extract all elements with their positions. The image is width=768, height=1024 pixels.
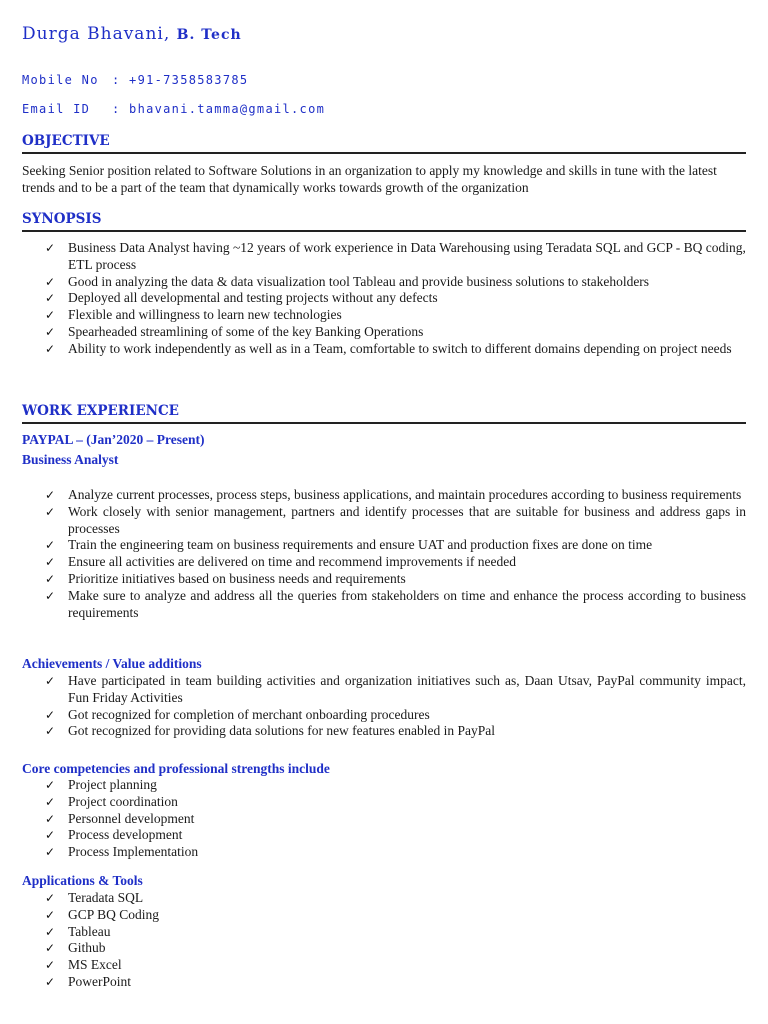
checkmark-icon: ✓ <box>45 845 56 860</box>
candidate-name-line <box>22 24 242 44</box>
tool-item <box>22 974 746 991</box>
tool-item-text: MS Excel <box>68 957 122 973</box>
checkmark-icon: ✓ <box>45 488 56 502</box>
checkmark-icon: ✓ <box>45 241 56 255</box>
synopsis-item <box>22 240 746 274</box>
checkmark-icon: ✓ <box>45 958 56 973</box>
tool-item <box>22 924 746 941</box>
tool-item-text: PowerPoint <box>68 973 132 989</box>
checkmark-icon: ✓ <box>45 707 56 722</box>
checkmark-icon: ✓ <box>45 341 56 356</box>
tool-item <box>22 890 746 907</box>
checkmark-icon: ✓ <box>45 674 56 688</box>
work-experience-heading: WORK EXPERIENCE <box>22 403 746 424</box>
checkmark-icon: ✓ <box>45 924 56 939</box>
responsibility-item-text: Ensure all activities are delivered on time and recommend improvements if needed <box>68 554 516 570</box>
company-title: PAYPAL – (Jan’2020 – Present) <box>22 432 205 447</box>
checkmark-icon: ✓ <box>45 538 56 553</box>
responsibility-item-text: Work closely with senior management, partners and identify processes that are suitable for business and address gaps in processes <box>68 503 746 536</box>
synopsis-item-text: Flexible and willingness to learn new technologies <box>68 307 342 323</box>
responsibilities-list <box>22 487 746 621</box>
role-title: Business Analyst <box>22 452 119 467</box>
checkmark-icon: ✓ <box>45 794 56 809</box>
tool-item <box>22 957 746 974</box>
competency-item <box>22 811 746 828</box>
achievements-list <box>22 673 746 740</box>
candidate-name: Durga Bhavani, <box>22 24 171 44</box>
responsibility-item-text: Train the engineering team on business requirements and ensure UAT and production fixes are done on time <box>68 537 653 553</box>
checkmark-icon: ✓ <box>45 571 56 586</box>
competency-item <box>22 777 746 794</box>
objective-text: Seeking Senior position related to Software Solutions in an organization to apply my knowledge and skills in tune with the latest trends and to be a part of the team that dynamically works towards growth of the organization <box>22 163 717 195</box>
candidate-degree: B. Tech <box>176 27 242 43</box>
checkmark-icon: ✓ <box>45 891 56 905</box>
competency-item <box>22 827 746 844</box>
checkmark-icon: ✓ <box>45 274 56 289</box>
checkmark-icon: ✓ <box>45 828 56 843</box>
tools-list <box>22 890 746 991</box>
synopsis-list <box>22 240 746 358</box>
responsibility-item-text: Prioritize initiatives based on business needs and requirements <box>68 570 406 586</box>
checkmark-icon: ✓ <box>45 291 56 306</box>
competency-item <box>22 794 746 811</box>
synopsis-item <box>22 290 746 307</box>
tools-heading: Applications & Tools <box>22 873 143 888</box>
mobile-value: : +91-7358583785 <box>112 73 249 87</box>
responsibility-item <box>22 588 746 622</box>
checkmark-icon: ✓ <box>45 941 56 956</box>
responsibility-item <box>22 537 746 554</box>
achievement-item-text: Got recognized for completion of merchant onboarding procedures <box>68 706 430 722</box>
competency-item-text: Project coordination <box>68 793 178 809</box>
competencies-list <box>22 777 746 861</box>
mobile-label: Mobile No <box>22 73 99 87</box>
checkmark-icon: ✓ <box>45 724 56 739</box>
mobile-line <box>22 73 248 87</box>
checkmark-icon: ✓ <box>45 504 56 519</box>
achievement-item <box>22 723 746 740</box>
competency-item-text: Personnel development <box>68 810 195 826</box>
synopsis-item-text: Business Data Analyst having ~12 years of work experience in Data Warehousing using Teradata SQL and GCP - BQ coding, ETL process <box>68 240 746 272</box>
synopsis-item-text: Spearheaded streamlining of some of the key Banking Operations <box>68 323 424 339</box>
achievement-item-text: Have participated in team building activities and organization initiatives such as, Daan Utsav, PayPal community impact, Fun Friday Activities <box>68 673 746 705</box>
responsibility-item-text: Analyze current processes, process steps, business applications, and maintain procedures according to business requirements <box>68 487 742 502</box>
tool-item-text: Tableau <box>68 923 111 939</box>
responsibility-item <box>22 487 746 504</box>
checkmark-icon: ✓ <box>45 907 56 922</box>
responsibility-item <box>22 571 746 588</box>
tool-item-text: Teradata SQL <box>68 890 144 905</box>
competency-item-text: Process Implementation <box>68 844 199 860</box>
checkmark-icon: ✓ <box>45 308 56 323</box>
achievements-heading: Achievements / Value additions <box>22 656 202 671</box>
checkmark-icon: ✓ <box>45 974 56 989</box>
achievement-item-text: Got recognized for providing data solutions for new features enabled in PayPal <box>68 723 496 739</box>
tool-item <box>22 907 746 924</box>
synopsis-item-text: Good in analyzing the data & data visualization tool Tableau and provide business solutions to stakeholders <box>68 273 650 289</box>
tool-item-text: Github <box>68 940 106 956</box>
checkmark-icon: ✓ <box>45 324 56 339</box>
competency-item <box>22 844 746 861</box>
checkmark-icon: ✓ <box>45 555 56 570</box>
achievement-item <box>22 707 746 724</box>
competency-item-text: Process development <box>68 827 183 843</box>
competencies-heading: Core competencies and professional strengths include <box>22 761 330 776</box>
tool-item <box>22 940 746 957</box>
checkmark-icon: ✓ <box>45 588 56 603</box>
synopsis-item <box>22 274 746 291</box>
email-value: : bhavani.tamma@gmail.com <box>112 102 326 116</box>
checkmark-icon: ✓ <box>45 778 56 792</box>
synopsis-heading: SYNOPSIS <box>22 211 746 232</box>
email-label: Email ID <box>22 102 91 116</box>
checkmark-icon: ✓ <box>45 811 56 826</box>
tool-item-text: GCP BQ Coding <box>68 906 160 922</box>
achievement-item <box>22 673 746 707</box>
responsibility-item <box>22 504 746 538</box>
responsibility-item-text: Make sure to analyze and address all the queries from stakeholders on time and enhance the process according to business requirements <box>68 587 746 620</box>
synopsis-item-text: Deployed all developmental and testing projects without any defects <box>68 290 438 306</box>
synopsis-item <box>22 341 746 358</box>
synopsis-item <box>22 307 746 324</box>
objective-heading: OBJECTIVE <box>22 133 746 154</box>
synopsis-item-text: Ability to work independently as well as in a Team, comfortable to switch to different domains depending on project needs <box>68 340 732 356</box>
responsibility-item <box>22 554 746 571</box>
competency-item-text: Project planning <box>68 777 157 792</box>
synopsis-item <box>22 324 746 341</box>
email-line <box>22 102 325 116</box>
